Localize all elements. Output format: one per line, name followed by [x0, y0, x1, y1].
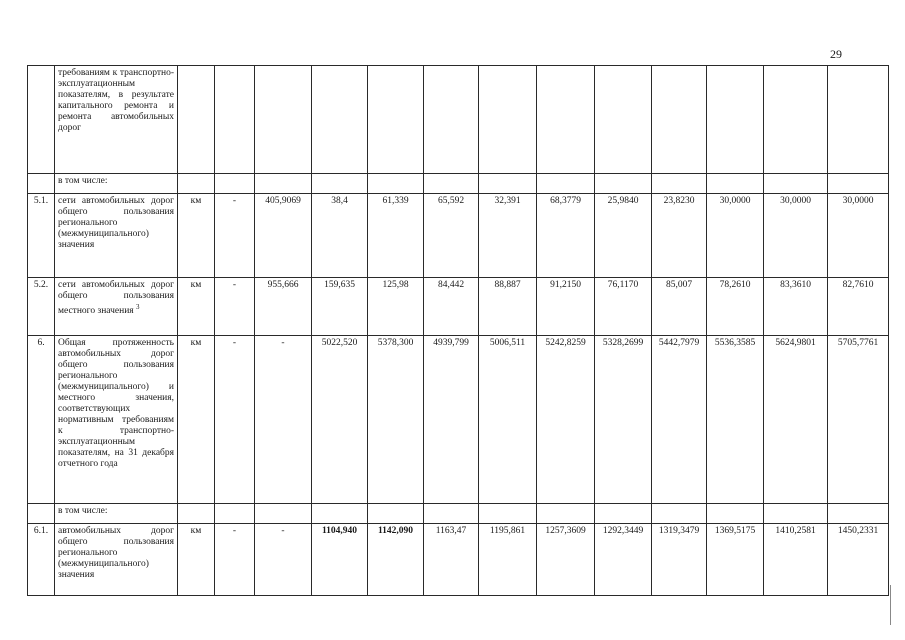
empty-cell: [828, 174, 889, 194]
row-value: 5442,7979: [652, 336, 707, 504]
row-value: 5022,520: [312, 336, 368, 504]
page-number: 29: [830, 47, 842, 61]
table-row: [28, 524, 889, 596]
empty-cell: [178, 504, 215, 524]
row-value: 4939,799: [424, 336, 479, 504]
indicator-table: [27, 65, 889, 596]
row-index: [28, 504, 55, 524]
row-value: 125,98: [368, 278, 424, 336]
row-base-value: 405,9069: [255, 194, 312, 278]
empty-cell: [537, 174, 595, 194]
row-value: 1195,861: [479, 524, 537, 596]
row-value: 159,635: [312, 278, 368, 336]
empty-cell: [215, 174, 255, 194]
empty-cell: [707, 504, 764, 524]
row-value: 38,4: [312, 194, 368, 278]
row-value: 61,339: [368, 194, 424, 278]
row-value: 23,8230: [652, 194, 707, 278]
empty-cell: [652, 174, 707, 194]
empty-cell: [828, 504, 889, 524]
row-value: 30,0000: [828, 194, 889, 278]
row-index: 5.2.: [28, 278, 55, 336]
row-value: 85,007: [652, 278, 707, 336]
row-unit: км: [178, 194, 215, 278]
table-row: [28, 278, 889, 336]
row-value: 91,2150: [537, 278, 595, 336]
row-value: 84,442: [424, 278, 479, 336]
row-value: 5624,9801: [764, 336, 828, 504]
row-value: 82,7610: [828, 278, 889, 336]
row-value: 1142,090: [368, 524, 424, 596]
row-name: [55, 278, 178, 336]
row-value: 65,592: [424, 194, 479, 278]
empty-cell: [595, 504, 652, 524]
table-row: [28, 336, 889, 504]
row-value: 68,3779: [537, 194, 595, 278]
row-base-value: -: [255, 524, 312, 596]
row-index: [28, 66, 55, 174]
row-value: 83,3610: [764, 278, 828, 336]
empty-cell: [652, 504, 707, 524]
empty-cell: [255, 504, 312, 524]
empty-cell: [479, 504, 537, 524]
table-row: [28, 504, 889, 524]
row-value: [479, 66, 537, 174]
row-unit: [178, 66, 215, 174]
row-base-value: [255, 66, 312, 174]
empty-cell: [707, 174, 764, 194]
row-value: 1410,2581: [764, 524, 828, 596]
row-value: 1104,940: [312, 524, 368, 596]
row-value: 5705,7761: [828, 336, 889, 504]
row-value: 5378,300: [368, 336, 424, 504]
empty-cell: [368, 174, 424, 194]
row-value: 78,2610: [707, 278, 764, 336]
row-value: 5328,2699: [595, 336, 652, 504]
row-value: 1292,3449: [595, 524, 652, 596]
row-value: [595, 66, 652, 174]
table-row: [28, 194, 889, 278]
empty-cell: [764, 504, 828, 524]
row-name: Общая протяженность автомобильных дорог общего пользования регионального (межмуниципального) и местного значения, соответствующих нормативным требованиям к транспортно-эксплуатационным показателям, на 31 декабря отчетного года: [55, 336, 178, 504]
empty-cell: [312, 174, 368, 194]
empty-cell: [479, 174, 537, 194]
row-name: в том числе:: [55, 504, 178, 524]
row-index: 6.1.: [28, 524, 55, 596]
empty-cell: [424, 504, 479, 524]
empty-cell: [215, 504, 255, 524]
row-value: [368, 66, 424, 174]
row-value: [537, 66, 595, 174]
row-unit: км: [178, 336, 215, 504]
table-row: [28, 174, 889, 194]
scan-artifact: [890, 585, 891, 625]
empty-cell: [595, 174, 652, 194]
row-value: 1257,3609: [537, 524, 595, 596]
row-index: 5.1.: [28, 194, 55, 278]
row-value: 30,0000: [707, 194, 764, 278]
empty-cell: [537, 504, 595, 524]
row-dash: -: [215, 336, 255, 504]
row-name: в том числе:: [55, 174, 178, 194]
empty-cell: [764, 174, 828, 194]
row-value: [707, 66, 764, 174]
footnote-mark: 3: [136, 303, 140, 311]
empty-cell: [255, 174, 312, 194]
row-value: 1450,2331: [828, 524, 889, 596]
row-value: 76,1170: [595, 278, 652, 336]
empty-cell: [178, 174, 215, 194]
table-row: [28, 66, 889, 174]
row-value: [764, 66, 828, 174]
row-dash: -: [215, 524, 255, 596]
row-dash: [215, 66, 255, 174]
row-index: 6.: [28, 336, 55, 504]
row-value: 5242,8259: [537, 336, 595, 504]
row-base-value: 955,666: [255, 278, 312, 336]
empty-cell: [424, 174, 479, 194]
row-value: 1319,3479: [652, 524, 707, 596]
row-value: [828, 66, 889, 174]
row-name: сети автомобильных дорог общего пользования регионального (межмуниципального) значения: [55, 194, 178, 278]
row-value: 25,9840: [595, 194, 652, 278]
row-dash: -: [215, 194, 255, 278]
row-value: 5536,3585: [707, 336, 764, 504]
row-base-value: -: [255, 336, 312, 504]
row-value: 5006,511: [479, 336, 537, 504]
row-unit: км: [178, 278, 215, 336]
row-value: 32,391: [479, 194, 537, 278]
row-value: 1163,47: [424, 524, 479, 596]
row-value: [652, 66, 707, 174]
row-dash: -: [215, 278, 255, 336]
row-unit: км: [178, 524, 215, 596]
row-value: 88,887: [479, 278, 537, 336]
row-value: 30,0000: [764, 194, 828, 278]
row-name: автомобильных дорог общего пользования регионального (межмуниципального) значения: [55, 524, 178, 596]
row-value: 1369,5175: [707, 524, 764, 596]
empty-cell: [368, 504, 424, 524]
row-value: [424, 66, 479, 174]
empty-cell: [312, 504, 368, 524]
row-name: требованиям к транспортно-эксплуатационным показателям, в результате капитального ремонта и ремонта автомобильных дорог: [55, 66, 178, 174]
row-value: [312, 66, 368, 174]
row-name-text: сети автомобильных дорог общего пользования местного значения: [58, 280, 174, 317]
row-index: [28, 174, 55, 194]
